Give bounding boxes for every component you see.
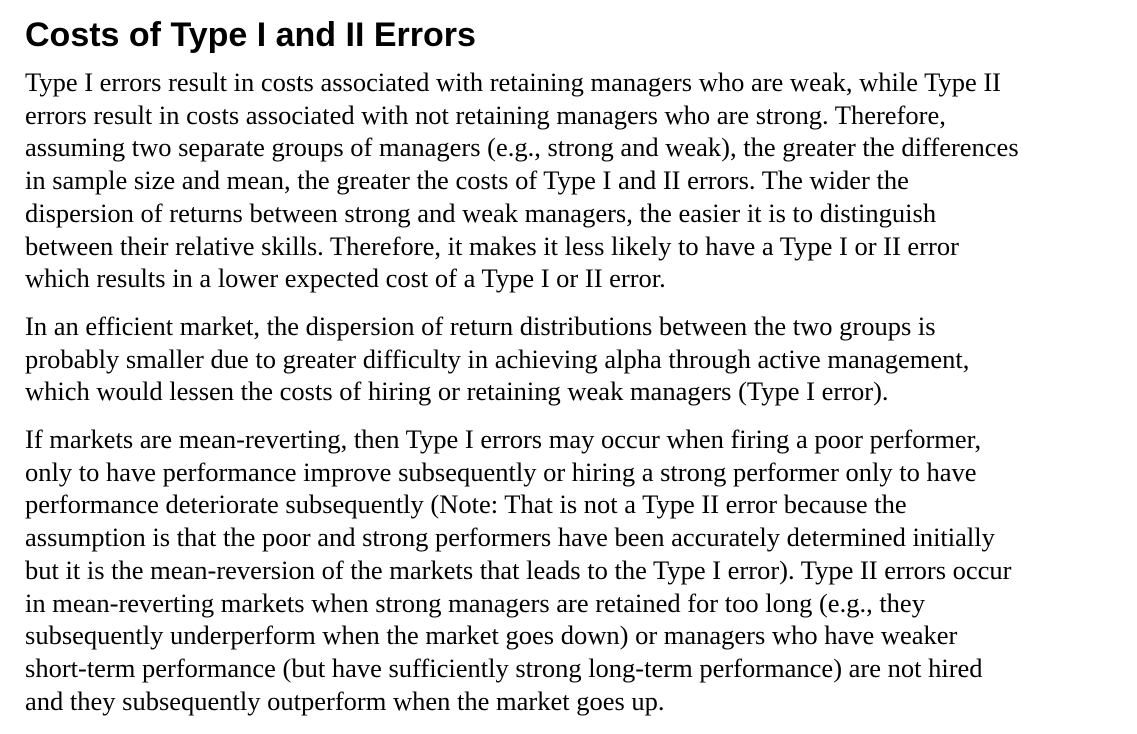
paragraph-line: which results in a lower expected cost of a Type I or II error. (25, 263, 666, 294)
paragraph-line: dispersion of returns between strong and weak managers, the easier it is to distinguish (25, 197, 937, 228)
paragraph-line: Type I errors result in costs associated with retaining managers who are weak, while Type II (25, 67, 1001, 97)
paragraph-line: short-term performance (but have sufficiently strong long-term performance) are not hired (25, 652, 983, 683)
paragraph-line: errors result in costs associated with not retaining managers who are strong. Therefore, (25, 99, 946, 130)
paragraph-line: performance deteriorate subsequently (Note: That is not a Type II error because the (25, 489, 907, 520)
paragraph-line: between their relative skills. Therefore, it makes it less likely to have a Type I or II error (25, 230, 959, 261)
paragraph-line: only to have performance improve subsequently or hiring a strong performer only to have (25, 456, 977, 487)
page-title: Costs of Type I and II Errors (25, 16, 476, 54)
paragraph-2 (25, 310, 1115, 408)
document-page (25, 14, 1115, 732)
paragraph-1 (25, 66, 1115, 295)
paragraph-line: probably smaller due to greater difficulty in achieving alpha through active management, (25, 343, 970, 374)
paragraph-line: which would lessen the costs of hiring or retaining weak managers (Type I error). (25, 376, 889, 407)
paragraph-line: subsequently underperform when the market goes down) or managers who have weaker (25, 620, 958, 651)
paragraph-3 (25, 423, 1115, 717)
paragraph-line: in mean-reverting markets when strong managers are retained for too long (e.g., they (25, 587, 925, 618)
paragraph-line: If markets are mean-reverting, then Type I errors may occur when firing a poor performer, (25, 424, 982, 455)
paragraph-line: assuming two separate groups of managers (e.g., strong and weak), the greater the differences (25, 132, 1019, 163)
paragraph-line: in sample size and mean, the greater the costs of Type I and II errors. The wider the (25, 165, 909, 196)
paragraph-line: but it is the mean-reversion of the markets that leads to the Type I error). Type II errors occur (25, 554, 1012, 585)
paragraph-line: and they subsequently outperform when the market goes up. (25, 685, 665, 716)
paragraph-line: assumption is that the poor and strong performers have been accurately determined initially (25, 522, 995, 553)
paragraph-line: In an efficient market, the dispersion of return distributions between the two groups is (25, 310, 936, 341)
